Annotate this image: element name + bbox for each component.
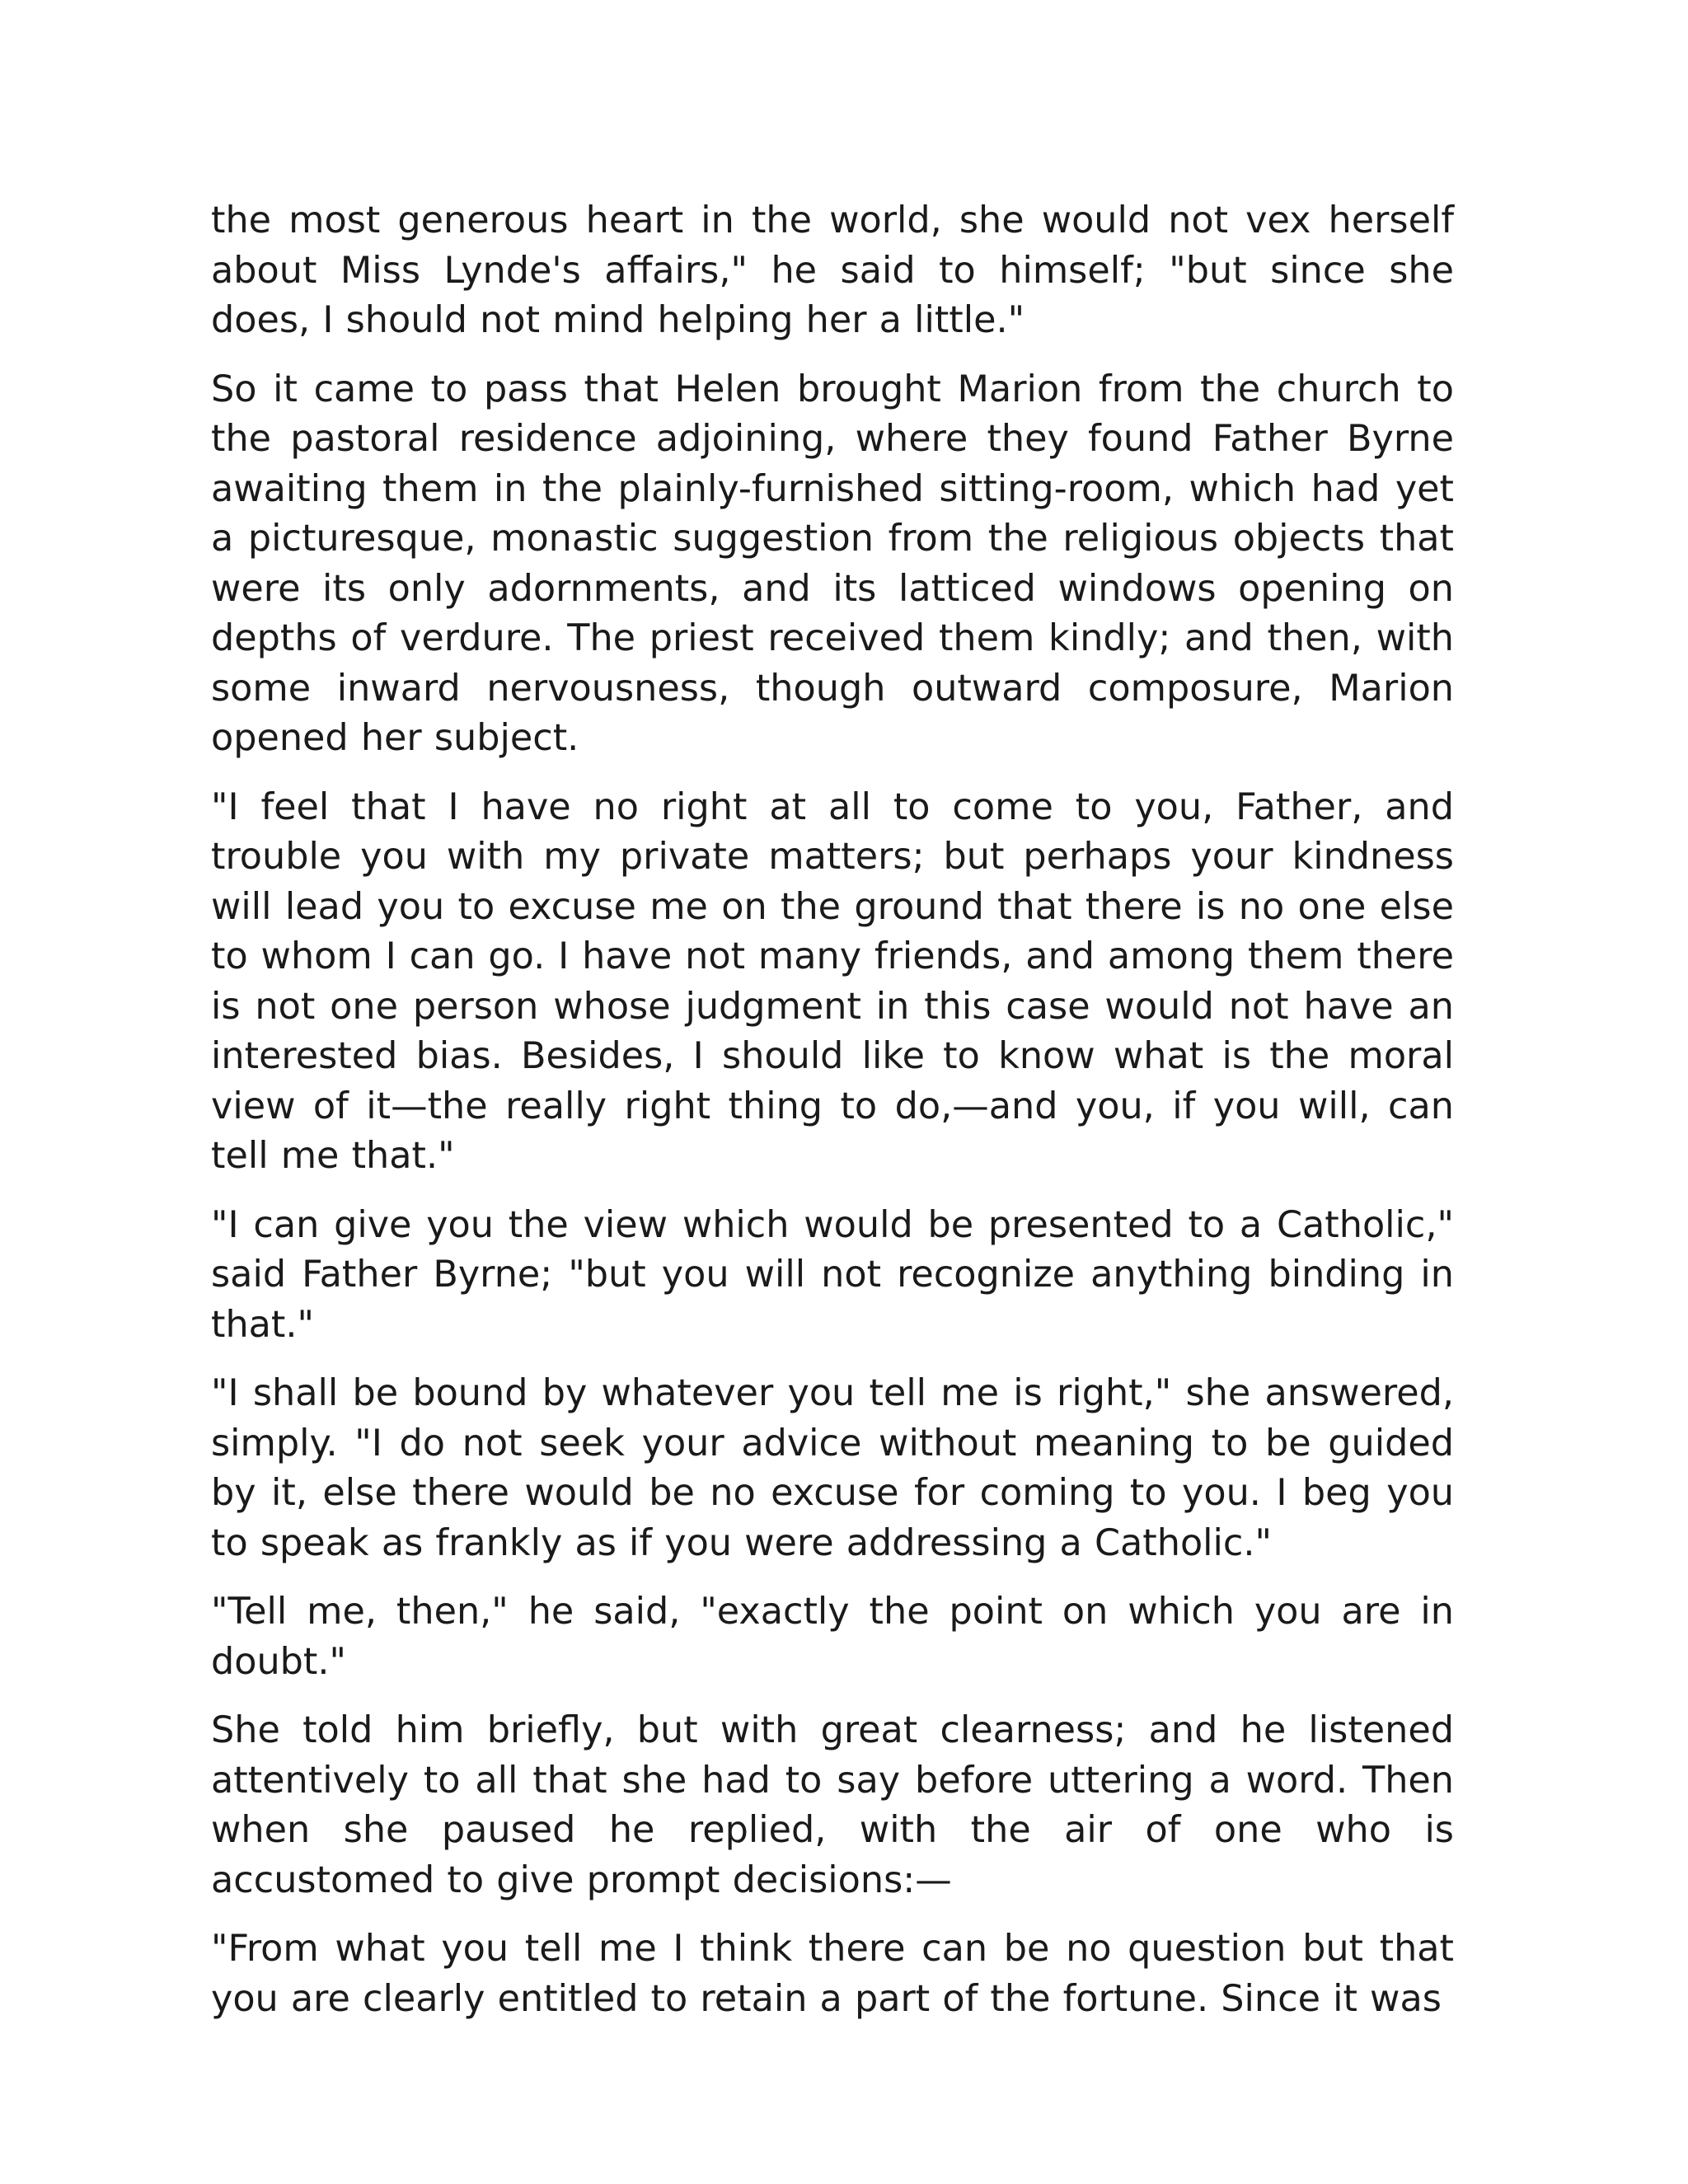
paragraph-7: She told him briefly, but with great clearness; and he listened attentively to all that she had to say before uttering a word. Then when she paused he replied, with the air of one who is accustomed to give prompt decisions:— <box>211 1709 1454 1901</box>
paragraph-1: the most generous heart in the world, she would not vex herself about Miss Lynde's affairs," he said to himself; "but since she does, I should not mind helping her a little." <box>211 199 1454 341</box>
paragraph-8: "From what you tell me I think there can be no question but that you are clearly entitled to retain a part of the fortune. Since it was <box>211 1928 1454 2020</box>
page-text <box>211 196 1454 2024</box>
paragraph-3: "I feel that I have no right at all to come to you, Father, and trouble you with my private matters; but perhaps your kindness will lead you to excuse me on the ground that there is no one else to whom I can go. I have not many friends, and among them there is not one person whose judgment in this case would not have an interested bias. Besides, I should like to know what is the moral view of it—the really right thing to do,—and you, if you will, can tell me that." <box>211 785 1454 1177</box>
paragraph-6: "Tell me, then," he said, "exactly the point on which you are in doubt." <box>211 1591 1454 1683</box>
paragraph-2: So it came to pass that Helen brought Marion from the church to the pastoral residence adjoining, where they found Father Byrne awaiting them in the plainly-furnished sitting-room, which had yet a picturesque, monastic suggestion from the religious objects that were its only adornments, and its latticed windows opening on depths of verdure. The priest received them kindly; and then, with some inward nervousness, though outward composure, Marion opened her subject. <box>211 368 1454 759</box>
paragraph-4: "I can give you the view which would be presented to a Catholic," said Father Byrne; "but you will not recognize anything binding in that." <box>211 1203 1454 1346</box>
paragraph-5: "I shall be bound by whatever you tell me is right," she answered, simply. "I do not seek your advice without meaning to be guided by it, else there would be no excuse for coming to you. I beg you to speak as frankly as if you were addressing a Catholic." <box>211 1372 1454 1564</box>
